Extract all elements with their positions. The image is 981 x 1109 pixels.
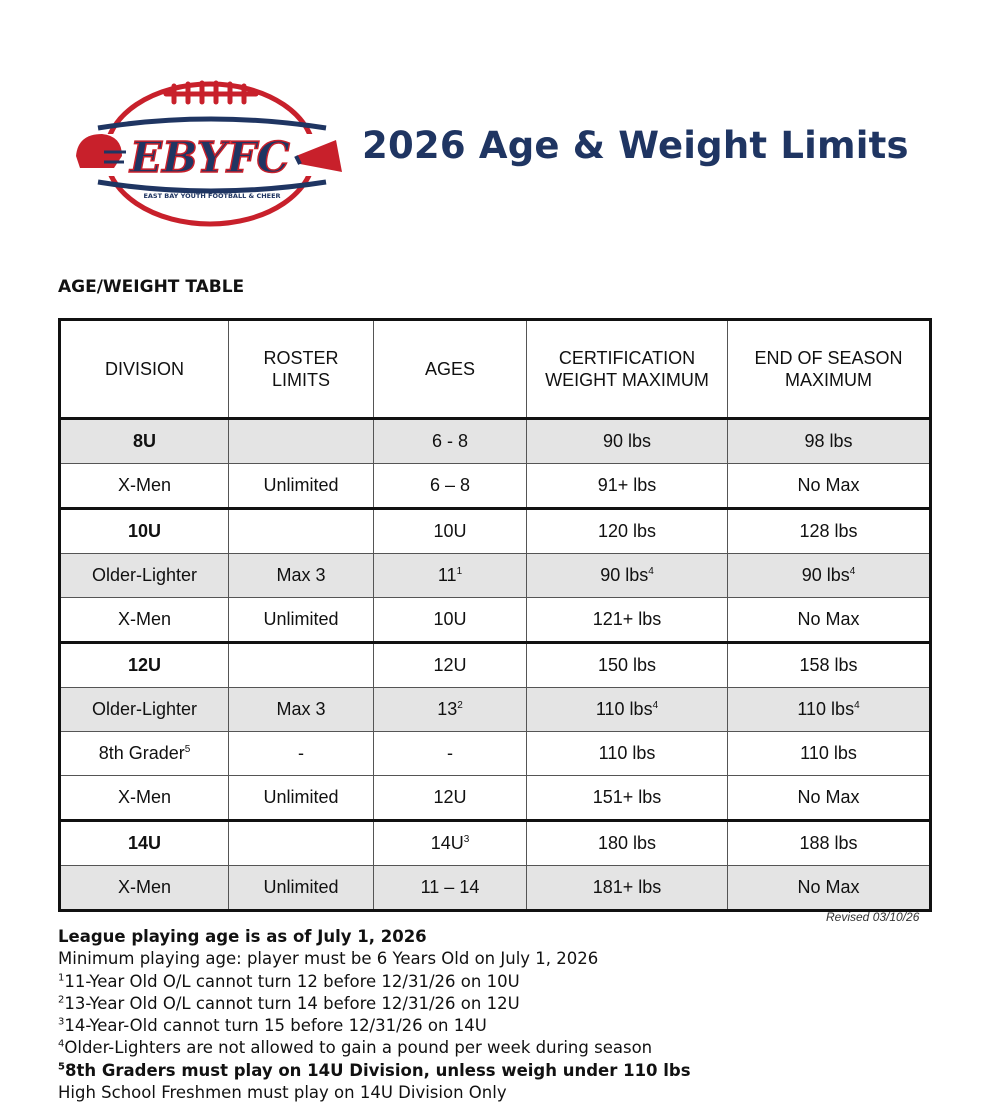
footnote-marker: 4 [648, 566, 654, 577]
footnote-text: 8th Graders must play on 14U Division, unless weigh under 110 lbs [64, 1060, 691, 1080]
table-row [60, 821, 931, 866]
footnote-text: 11-Year Old O/L cannot turn 12 before 12/31/26 on 10U [64, 971, 520, 991]
roster-cell: Unlimited [229, 866, 374, 911]
division-cell: 10U [60, 509, 229, 554]
note-playing-age: League playing age is as of July 1, 2026 [58, 927, 427, 946]
footnote-number: 2 [58, 994, 65, 1006]
roster-cell: Max 3 [229, 688, 374, 732]
footnote-number: 1 [58, 972, 65, 984]
roster-cell [229, 643, 374, 688]
eos-weight-cell: No Max [728, 776, 931, 821]
eos-weight-cell: 128 lbs [728, 509, 931, 554]
footnote-number: 4 [58, 1038, 65, 1050]
eos-weight-cell: No Max [728, 598, 931, 643]
footnote-2 [58, 993, 938, 1015]
roster-cell [229, 509, 374, 554]
header-certification [527, 320, 728, 419]
footnote-marker: 2 [457, 700, 463, 711]
ages-cell [374, 554, 527, 598]
header-eos-line1: END OF SEASON [754, 347, 903, 368]
footnote-marker: 4 [849, 566, 856, 577]
age-weight-table [58, 318, 932, 912]
division-cell: X-Men [60, 866, 229, 911]
eos-weight-cell: 158 lbs [728, 643, 931, 688]
table-row [60, 643, 931, 688]
ages-cell [374, 821, 527, 866]
table-row [60, 866, 931, 911]
footnote-3 [58, 1015, 938, 1037]
cert-value: 90 lbs [600, 565, 649, 585]
ages-value: 13 [437, 699, 458, 719]
ages-cell: 10U [374, 509, 527, 554]
ages-cell: - [374, 732, 527, 776]
eos-weight-cell [728, 688, 931, 732]
footnote-number: 5 [58, 1061, 65, 1073]
ages-value: 14U [430, 833, 464, 853]
cert-weight-cell: 120 lbs [527, 509, 728, 554]
division-cell: X-Men [60, 598, 229, 643]
cert-weight-cell: 181+ lbs [527, 866, 728, 911]
footnote-marker: 4 [652, 700, 659, 711]
footnote-marker: 5 [184, 744, 191, 755]
cert-value: 110 lbs [595, 699, 653, 719]
division-value: 8th Grader [98, 743, 185, 763]
ages-cell: 12U [374, 643, 527, 688]
eos-weight-cell: 110 lbs [728, 732, 931, 776]
table-row [60, 776, 931, 821]
roster-cell: Unlimited [229, 776, 374, 821]
table-row [60, 732, 931, 776]
cert-weight-cell: 110 lbs [527, 732, 728, 776]
header-certification-line1: CERTIFICATION [558, 347, 696, 368]
ages-cell: 6 – 8 [374, 464, 527, 509]
footnote-text: 14-Year-Old cannot turn 15 before 12/31/26 on 14U [64, 1016, 487, 1036]
header-division: DIVISION [60, 320, 229, 419]
footnote-4 [58, 1037, 938, 1059]
logo-tagline: EAST BAY YOUTH FOOTBALL & CHEER [143, 192, 281, 200]
ages-cell: 11 – 14 [374, 866, 527, 911]
header-roster-limits: ROSTER LIMITS [229, 320, 374, 419]
division-cell: X-Men [60, 776, 229, 821]
note-freshmen: High School Freshmen must play on 14U Division Only [58, 1083, 507, 1103]
table-row [60, 419, 931, 464]
table-header-row [60, 320, 931, 419]
footnote-1 [58, 971, 938, 993]
roster-cell [229, 419, 374, 464]
ebyfc-logo [70, 72, 348, 234]
footnotes [58, 926, 938, 1104]
roster-cell: Unlimited [229, 598, 374, 643]
header-eos-line2: MAXIMUM [785, 370, 872, 390]
table-row [60, 464, 931, 509]
cert-weight-cell: 180 lbs [527, 821, 728, 866]
eos-value: 90 lbs [801, 565, 850, 585]
division-cell: Older-Lighter [60, 554, 229, 598]
cert-weight-cell: 121+ lbs [527, 598, 728, 643]
ages-cell: 6 - 8 [374, 419, 527, 464]
eos-weight-cell: No Max [728, 464, 931, 509]
division-cell: Older-Lighter [60, 688, 229, 732]
note-minimum-age: Minimum playing age: player must be 6 Years Old on July 1, 2026 [58, 949, 599, 969]
roster-cell: Unlimited [229, 464, 374, 509]
cert-weight-cell: 90 lbs [527, 419, 728, 464]
cert-weight-cell [527, 688, 728, 732]
footnote-number: 3 [58, 1016, 65, 1028]
ages-cell [374, 688, 527, 732]
roster-cell: - [229, 732, 374, 776]
revised-date: Revised 03/10/26 [826, 910, 920, 924]
division-cell [60, 732, 229, 776]
eos-value: 110 lbs [797, 699, 855, 719]
table-row [60, 509, 931, 554]
cert-weight-cell: 151+ lbs [527, 776, 728, 821]
header-ages: AGES [374, 320, 527, 419]
roster-cell [229, 821, 374, 866]
ages-cell: 12U [374, 776, 527, 821]
section-title: AGE/WEIGHT TABLE [58, 277, 245, 297]
division-cell: X-Men [60, 464, 229, 509]
footnote-marker: 4 [854, 700, 860, 711]
table-row [60, 554, 931, 598]
table-row [60, 688, 931, 732]
footnote-5 [58, 1060, 938, 1082]
footnote-text: Older-Lighters are not allowed to gain a pound per week during season [64, 1038, 653, 1058]
ages-value: 11 [437, 565, 457, 585]
division-cell: 8U [60, 419, 229, 464]
header-end-of-season [728, 320, 931, 419]
table-row [60, 598, 931, 643]
ages-cell: 10U [374, 598, 527, 643]
cert-weight-cell: 150 lbs [527, 643, 728, 688]
eos-weight-cell: 98 lbs [728, 419, 931, 464]
footnote-marker: 1 [456, 566, 463, 577]
footnote-marker: 3 [463, 834, 470, 845]
logo-text: EBYFC [129, 133, 291, 182]
roster-cell: Max 3 [229, 554, 374, 598]
header-certification-line2: WEIGHT MAXIMUM [545, 370, 709, 390]
cert-weight-cell [527, 554, 728, 598]
division-cell: 12U [60, 643, 229, 688]
eos-weight-cell: 188 lbs [728, 821, 931, 866]
footnote-text: 13-Year Old O/L cannot turn 14 before 12/31/26 on 12U [64, 993, 520, 1013]
cert-weight-cell: 91+ lbs [527, 464, 728, 509]
eos-weight-cell: No Max [728, 866, 931, 911]
page-title: 2026 Age & Weight Limits [362, 124, 909, 167]
eos-weight-cell [728, 554, 931, 598]
division-cell: 14U [60, 821, 229, 866]
